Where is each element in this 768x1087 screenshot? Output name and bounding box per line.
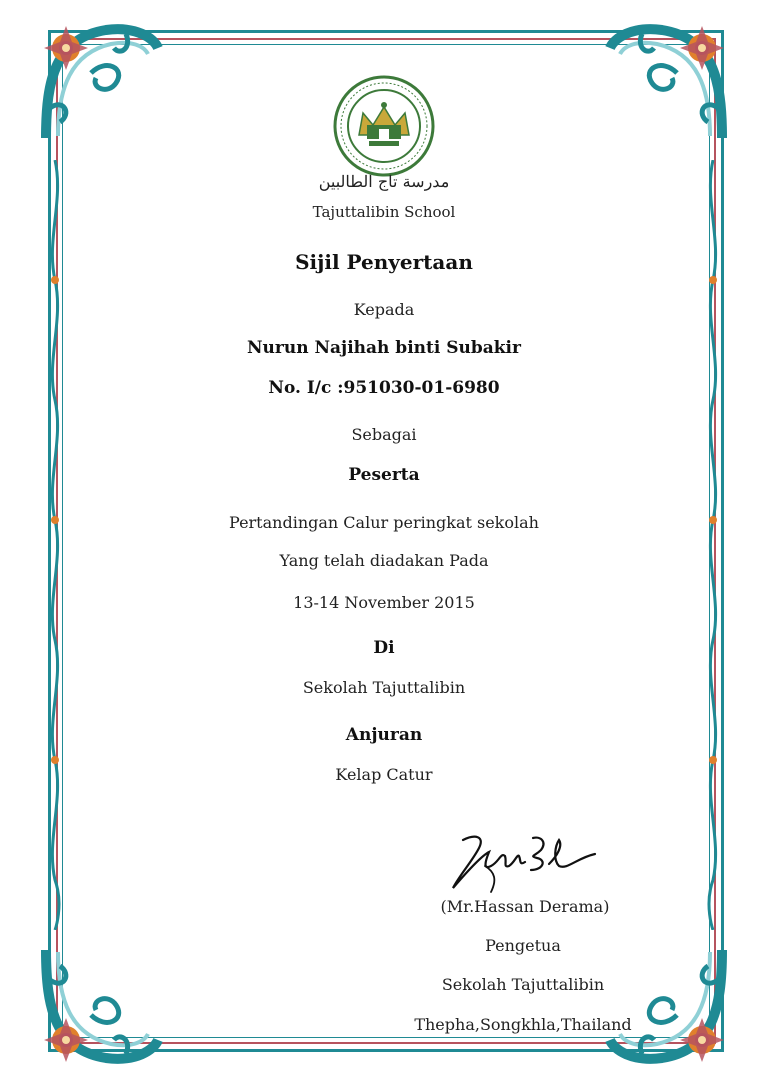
event-date: 13-14 November 2015 (293, 593, 475, 612)
signatory-name: (Mr.Hassan Derama) (440, 897, 610, 916)
recipient-name: Nurun Najihah binti Subakir (247, 338, 521, 358)
corner-ornament-top-right (602, 18, 732, 148)
signatory-position: Pengetua (485, 936, 561, 955)
handwritten-signature (445, 826, 605, 896)
vine-ornament-left (44, 160, 66, 930)
at-label: Di (373, 638, 395, 658)
participant-role: Peserta (348, 465, 420, 485)
as-label: Sebagai (351, 425, 417, 444)
corner-ornament-top-left (36, 18, 166, 148)
vine-ornament-right (702, 160, 724, 930)
signatory-location: Thepha,Songkhla,Thailand (414, 1015, 632, 1034)
event-name: Pertandingan Calur peringkat sekolah (229, 513, 539, 532)
school-name: Tajuttalibin School (312, 203, 456, 221)
organizer: Kelap Catur (335, 765, 433, 784)
ic-number: No. I/c :951030-01-6980 (268, 378, 500, 398)
venue: Sekolah Tajuttalibin (302, 678, 466, 697)
signatory-school: Sekolah Tajuttalibin (441, 975, 605, 994)
to-label: Kepada (353, 300, 415, 319)
certificate-title: Sijil Penyertaan (295, 250, 473, 274)
school-seal-logo (333, 75, 435, 177)
border-inner-line (62, 44, 710, 1038)
organized-label: Anjuran (345, 725, 423, 745)
corner-ornament-bottom-right (602, 940, 732, 1070)
corner-ornament-bottom-left (36, 940, 166, 1070)
school-name-arabic: مدرسة تاج الطالبين (318, 172, 450, 191)
held-on-label: Yang telah diadakan Pada (279, 551, 489, 570)
